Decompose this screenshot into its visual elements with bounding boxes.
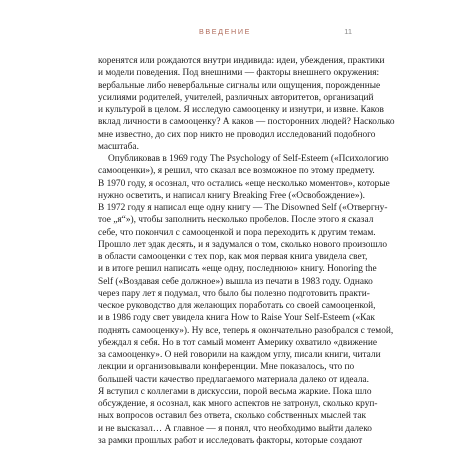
- body-text: [98, 55, 395, 447]
- text-line: мне известно, до сих пор никто не проводил исследований подобного: [98, 129, 376, 140]
- text-line: самооценки»), я решил, что сказал все возможное по этому предмету.: [98, 166, 375, 177]
- text-line: и культурой в целом. Я исследую самооценку и изнутри, и извне. Каков: [98, 105, 384, 115]
- text-line: масштаба.: [98, 141, 139, 152]
- text-line: тое „я“»), чтобы заполнить несколько пробелов. После этого я сказал: [98, 215, 374, 226]
- text-line: в области самооценки с тех пор, как моя первая книга увидела свет,: [98, 252, 368, 262]
- text-line: обсуждение, я осознал, как много аспектов не затронул, сколько круп-: [98, 399, 378, 409]
- text-line: лекции и организовывали конференции. Мне показалось, что по: [98, 362, 355, 373]
- text-line: Self («Воздавая себе должное») вышла из печати в 1983 году. Однако: [98, 276, 373, 287]
- text-line: усилиями родителей, учителей, различных авторитетов, организаций: [98, 92, 374, 103]
- text-line: и модели поведения. Под внешними — факторы внешнего окружения:: [98, 68, 380, 79]
- text-line: через пару лет я подумал, что было бы полезно подготовить практи-: [98, 288, 370, 299]
- running-head: [0, 26, 450, 38]
- text-line: ческое руководство для желающих поработать со своей самооценкой,: [98, 301, 376, 311]
- text-line: и не высказал… А главное — я понял, что необходимо выйти далеко: [98, 423, 372, 434]
- text-line: нужно осветить, и написал книгу Breaking Free («Освобождение»).: [98, 190, 365, 201]
- page-number: 11: [344, 27, 352, 36]
- text-line: ных вопросов оставил без ответа, сколько собственных мыслей так: [98, 411, 367, 422]
- text-line: Прошло лет эдак десять, и я задумался о том, сколько нового произошло: [98, 239, 388, 250]
- text-line: поднять самооценку»). Ну все, теперь я окончательно разобрался с темой,: [98, 325, 394, 336]
- section-title: ВВЕДЕНИЕ: [199, 27, 251, 36]
- text-line: коренятся или рождаются внутри индивида: идеи, убеждения, практики: [98, 56, 385, 66]
- text-line: себе, что покончил с самооценкой и пора переходить к другим темам.: [98, 227, 376, 238]
- text-line: убеждал я себя. Но в тот самый момент Америку охватило «движение: [98, 337, 377, 348]
- text-line: вербальные либо невербальные сигналы или ощущения, порожденные: [98, 80, 381, 91]
- text-line: Опубликовав в 1969 году The Psychology of Self-Esteem («Психологию: [108, 154, 389, 164]
- text-line: и в 1986 году свет увидела книга How to Raise Your Self-Esteem («Как: [98, 313, 375, 324]
- text-line: В 1970 году, я осознал, что остались «еще несколько моментов», которые: [98, 178, 390, 189]
- text-line: Я вступил с коллегами в дискуссии, порой весьма жаркие. Пока шло: [98, 386, 372, 397]
- text-line: вклад личности в самооценку? А каков — посторонних людей? Насколько: [98, 117, 395, 128]
- text-line: большей части качество предлагаемого материала далеко от идеала.: [98, 374, 369, 385]
- text-line: В 1972 году я написал еще одну книгу — The Disowned Self («Отвергну-: [98, 203, 388, 213]
- text-line: и в итоге решил написать «еще одну, последнюю» книгу. Honoring the: [98, 264, 377, 275]
- text-line: за рамки прошлых работ и исследовать факторы, которые создают: [98, 435, 363, 446]
- text-line: за самооценку». О ней говорили на каждом углу, писали книги, читали: [98, 350, 381, 360]
